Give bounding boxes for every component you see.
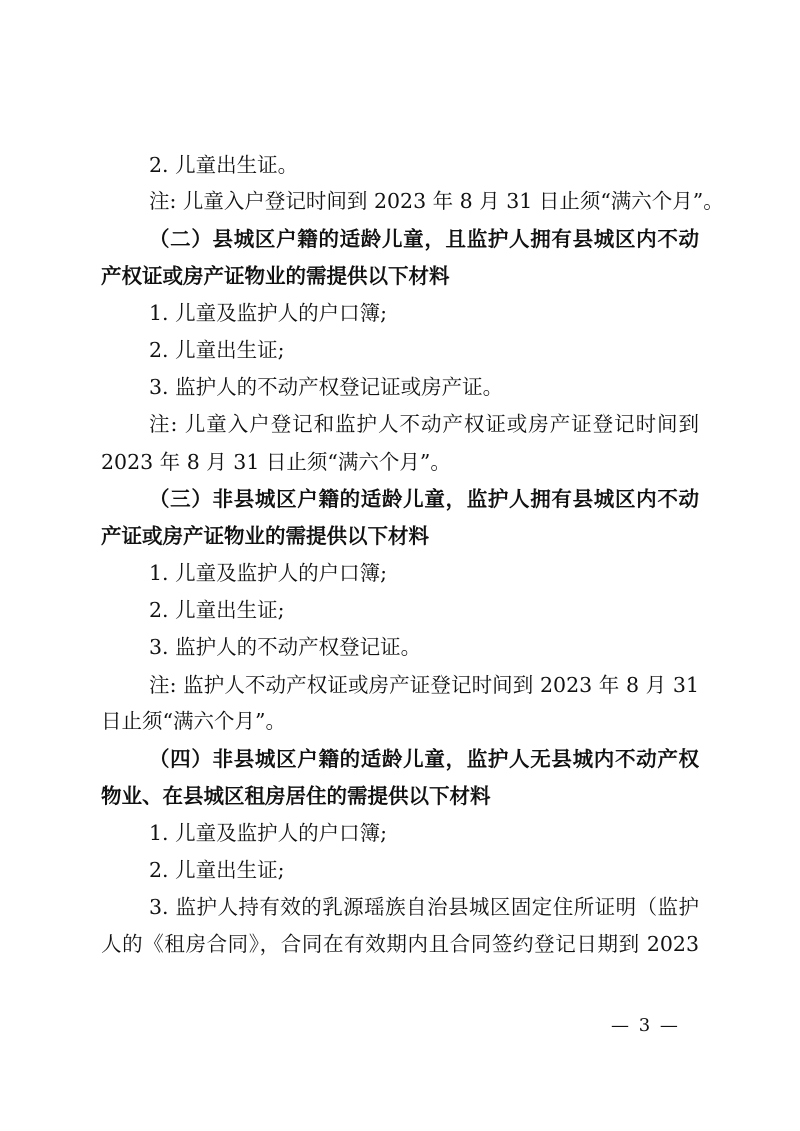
list-item: 1. 儿童及监护人的户口簿;: [149, 821, 387, 845]
list-item: 2. 儿童出生证;: [149, 598, 285, 622]
list-item: 1. 儿童及监护人的户口簿;: [149, 561, 387, 585]
note-line: 注: 监护人不动产权证或房产证登记时间到 2023 年 8 月 31: [149, 673, 699, 697]
list-item: 3. 监护人的不动产权登记证或房产证。: [149, 375, 504, 399]
section-heading-2: （二）县城区户籍的适龄儿童，且监护人拥有县城区内不动: [149, 227, 699, 251]
section-heading-3: （三）非县城区户籍的适龄儿童，监护人拥有县城区内不动: [149, 487, 699, 511]
section-heading-3-cont: 产证或房产证物业的需提供以下材料: [101, 524, 429, 548]
section-heading-2-cont: 产权证或房产证物业的需提供以下材料: [101, 264, 450, 288]
list-item: 1. 儿童及监护人的户口簿;: [149, 301, 387, 325]
note-line-cont: 2023 年 8 月 31 日止须“满六个月”。: [101, 450, 451, 474]
list-item-cont: 人的《租房合同》，合同在有效期内且合同签约登记日期到 2023: [101, 932, 699, 956]
page-number: — 3 —: [611, 1015, 680, 1036]
list-item: 2. 儿童出生证。: [149, 153, 299, 177]
section-heading-4-cont: 物业、在县城区租房居住的需提供以下材料: [101, 784, 491, 808]
section-heading-4: （四）非县城区户籍的适龄儿童，监护人无县城内不动产权: [149, 747, 699, 771]
note-line-cont: 日止须“满六个月”。: [101, 709, 286, 733]
note-line: 注: 儿童入户登记和监护人不动产权证或房产证登记时间到: [149, 412, 699, 436]
list-item: 2. 儿童出生证;: [149, 858, 285, 882]
list-item: 3. 监护人的不动产权登记证。: [149, 635, 422, 659]
list-item: 3. 监护人持有效的乳源瑶族自治县城区固定住所证明（监护: [149, 895, 699, 919]
list-item: 2. 儿童出生证;: [149, 338, 285, 362]
note-line: 注: 儿童入户登记时间到 2023 年 8 月 31 日止须“满六个月”。: [149, 189, 724, 213]
